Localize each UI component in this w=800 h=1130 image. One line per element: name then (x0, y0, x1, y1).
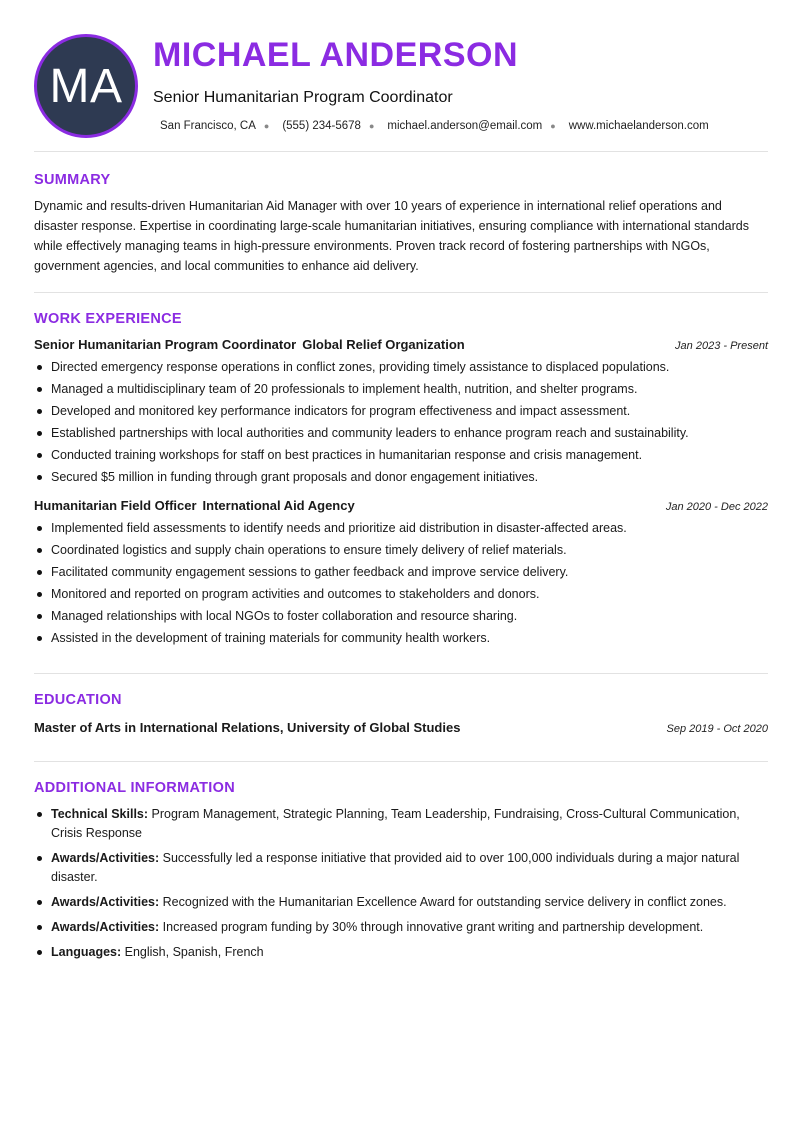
section-divider (34, 673, 768, 674)
contact-line (160, 120, 709, 132)
resume-header (34, 34, 768, 151)
contact-phone: (555) 234-5678 (282, 120, 361, 132)
list-item: Assisted in the development of training materials for community health workers. (34, 627, 768, 649)
list-item (34, 943, 768, 962)
summary-text: Dynamic and results-driven Humanitarian Aid Manager with over 10 years of experience in international relief operations and disaster response. Expertise in coordinating large-scale humanitarian initiatives, ensuring compliance with international standards while effectively managing teams in high-pressure environments. Proven track record of fostering partnerships with NGOs, government agencies, and local communities to enhance aid delivery. (34, 199, 749, 273)
list-item: Established partnerships with local authorities and community leaders to enhance program reach and sustainability. (34, 422, 768, 444)
avatar-initials: MA (49, 59, 123, 113)
item-label: Awards/Activities: (51, 851, 160, 865)
section-divider (34, 761, 768, 762)
contact-website[interactable]: www.michaelanderson.com (568, 120, 709, 132)
item-label: Technical Skills: (51, 807, 149, 821)
education-section (34, 692, 768, 735)
summary-section (34, 172, 768, 276)
experience-section (34, 311, 768, 649)
item-label: Languages: (51, 945, 122, 959)
item-text: Recognized with the Humanitarian Excellence Award for outstanding service delivery in conflict zones. (162, 895, 727, 909)
item-label: Awards/Activities: (51, 895, 160, 909)
resume-page (34, 34, 768, 968)
job-title (34, 337, 465, 352)
additional-section (34, 780, 768, 962)
additional-list (34, 805, 768, 962)
list-item: Conducted training workshops for staff on best practices in humanitarian response and crisis management. (34, 444, 768, 466)
list-item: Directed emergency response operations in conflict zones, providing timely assistance to displaced populations. (34, 356, 768, 378)
item-text: Increased program funding by 30% through innovative grant writing and partnership development. (162, 920, 704, 934)
education-heading: EDUCATION (34, 692, 122, 708)
candidate-title: Senior Humanitarian Program Coordinator (153, 89, 453, 106)
additional-heading: ADDITIONAL INFORMATION (34, 780, 235, 796)
separator-dot-icon: ● (263, 121, 270, 131)
list-item (34, 918, 768, 937)
candidate-name: MICHAEL ANDERSON (153, 36, 519, 74)
summary-heading: SUMMARY (34, 172, 111, 188)
list-item: Monitored and reported on program activities and outcomes to stakeholders and donors. (34, 583, 768, 605)
list-item: Developed and monitored key performance indicators for program effectiveness and impact assessment. (34, 400, 768, 422)
job-bullets (34, 356, 768, 488)
list-item (34, 893, 768, 912)
job-organization: Global Relief Organization (302, 337, 465, 352)
section-divider (34, 292, 768, 293)
list-item: Facilitated community engagement sessions to gather feedback and improve service delivery. (34, 561, 768, 583)
contact-email[interactable]: michael.anderson@email.com (387, 120, 543, 132)
list-item: Managed relationships with local NGOs to foster collaboration and resource sharing. (34, 605, 768, 627)
job-role: Senior Humanitarian Program Coordinator (34, 337, 297, 352)
item-text: English, Spanish, French (124, 945, 264, 959)
separator-dot-icon: ● (368, 121, 375, 131)
job-entry (34, 337, 768, 488)
job-dates: Jan 2020 - Dec 2022 (665, 501, 768, 513)
avatar (34, 34, 138, 138)
job-title (34, 498, 355, 513)
list-item: Implemented field assessments to identify needs and prioritize aid distribution in disaster-affected areas. (34, 517, 768, 539)
list-item (34, 849, 768, 887)
job-role: Humanitarian Field Officer (34, 498, 197, 513)
job-entry (34, 498, 768, 649)
experience-heading: WORK EXPERIENCE (34, 311, 182, 327)
job-dates: Jan 2023 - Present (675, 340, 768, 352)
list-item: Secured $5 million in funding through grant proposals and donor engagement initiatives. (34, 466, 768, 488)
list-item: Managed a multidisciplinary team of 20 professionals to implement health, nutrition, and shelter programs. (34, 378, 768, 400)
item-text: Program Management, Strategic Planning, Team Leadership, Fundraising, Cross-Cultural Communication, Crisis Response (51, 807, 740, 840)
education-degree: Master of Arts in International Relations, University of Global Studies (34, 720, 461, 735)
item-text: Successfully led a response initiative that provided aid to over 100,000 individuals during a major natural disaster. (51, 851, 740, 884)
list-item: Coordinated logistics and supply chain operations to ensure timely delivery of relief materials. (34, 539, 768, 561)
job-bullets (34, 517, 768, 649)
contact-location: San Francisco, CA (160, 120, 256, 132)
section-divider (34, 151, 768, 152)
job-organization: International Aid Agency (202, 498, 355, 513)
item-label: Awards/Activities: (51, 920, 160, 934)
list-item (34, 805, 768, 843)
education-dates: Sep 2019 - Oct 2020 (666, 723, 768, 735)
separator-dot-icon: ● (550, 121, 556, 131)
